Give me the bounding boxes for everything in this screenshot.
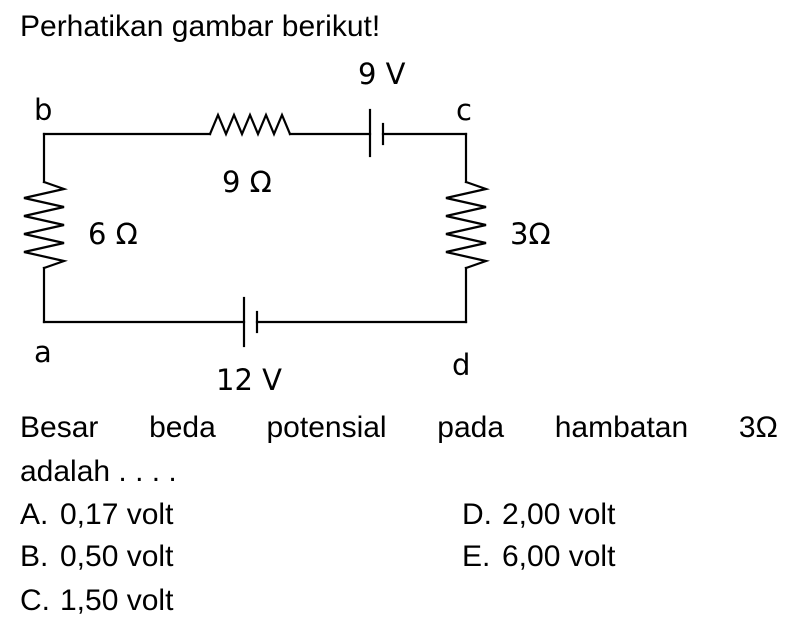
- question-line-1: [20, 406, 778, 450]
- option-letter: D.: [462, 498, 492, 531]
- option-text: 1,50 volt: [60, 584, 174, 617]
- question-text: [20, 406, 778, 494]
- question-word: beda: [149, 411, 216, 444]
- option-b[interactable]: [20, 540, 173, 574]
- question-word: hambatan: [554, 411, 689, 444]
- option-c[interactable]: [20, 584, 173, 618]
- node-label-b: b: [34, 93, 53, 127]
- option-letter: B.: [20, 540, 49, 573]
- node-label-a: a: [34, 335, 52, 369]
- option-text: 0,17 volt: [60, 498, 174, 531]
- question-line-2: adalah . . . .: [20, 455, 177, 488]
- resistor-left: [24, 182, 64, 268]
- question-word: Besar: [20, 411, 99, 444]
- option-a[interactable]: [20, 498, 173, 532]
- resistor-left-label: 6 Ω: [88, 217, 138, 251]
- option-text: 0,50 volt: [60, 540, 174, 573]
- battery-bottom-label: 12 V: [216, 363, 282, 397]
- question-word: 3Ω: [738, 411, 778, 444]
- option-e[interactable]: [462, 540, 615, 574]
- resistor-top: [210, 115, 290, 134]
- option-letter: A.: [20, 498, 49, 531]
- option-text: 6,00 volt: [502, 540, 616, 573]
- option-text: 2,00 volt: [502, 498, 616, 531]
- question-word: pada: [437, 411, 505, 444]
- resistor-right-label: 3Ω: [510, 217, 551, 251]
- prompt-text: Perhatikan gambar berikut!: [20, 10, 381, 43]
- option-letter: C.: [20, 584, 50, 617]
- node-label-c: c: [456, 93, 472, 127]
- battery-top-label: 9 V: [358, 57, 406, 91]
- option-letter: E.: [462, 540, 491, 573]
- question-word: potensial: [266, 411, 387, 444]
- node-label-d: d: [452, 348, 471, 382]
- resistor-top-label: 9 Ω: [222, 165, 272, 199]
- resistor-right: [446, 182, 486, 268]
- option-d[interactable]: [462, 498, 615, 532]
